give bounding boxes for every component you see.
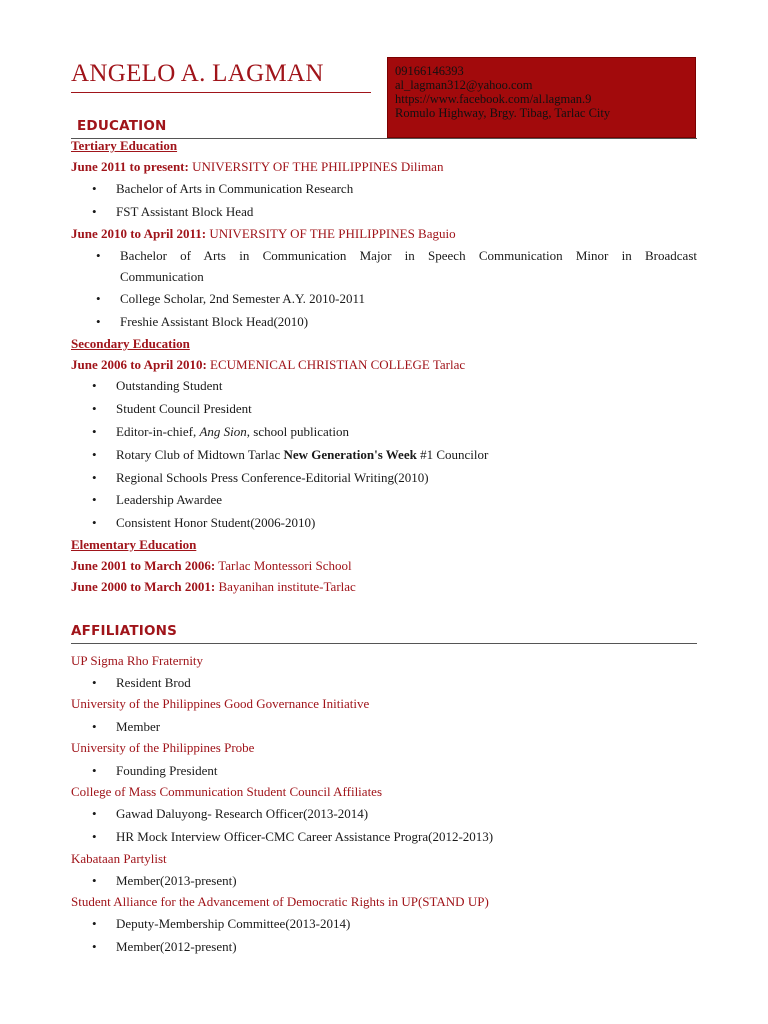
entry-school: Tarlac Montessori School (218, 558, 352, 573)
entry-school: UNIVERSITY OF THE PHILIPPINES Diliman (192, 159, 444, 174)
bullet-icon: • (92, 515, 97, 530)
entry-date: June 2011 to present: (71, 159, 189, 174)
entry-school: UNIVERSITY OF THE PHILIPPINES Baguio (209, 226, 456, 241)
bullet-icon: • (92, 401, 97, 416)
education-heading: EDUCATION (77, 118, 167, 134)
bullet-icon: • (92, 424, 97, 439)
contact-email: al_lagman312@yahoo.com (395, 78, 533, 92)
contact-facebook: https://www.facebook.com/al.lagman.9 (395, 92, 592, 106)
bullet-icon: • (92, 939, 97, 954)
contact-box (387, 57, 696, 138)
org-name: Kabataan Partylist (71, 851, 167, 866)
affiliations-heading: AFFILIATIONS (71, 623, 178, 639)
entry-school: ECUMENICAL CHRISTIAN COLLEGE Tarlac (210, 357, 466, 372)
contact-address: Romulo Highway, Brgy. Tibag, Tarlac City (395, 106, 611, 120)
entry-school: Bayanihan institute-Tarlac (218, 579, 356, 594)
org-name: Student Alliance for the Advancement of Democratic Rights in UP(STAND UP) (71, 894, 489, 909)
bullet-icon: • (92, 829, 97, 844)
bullet-icon: • (92, 916, 97, 931)
secondary-label: Secondary Education (71, 336, 190, 351)
org-name: University of the Philippines Probe (71, 740, 255, 755)
list-item-continuation: Communication (120, 269, 204, 284)
bullet-icon: • (92, 719, 97, 734)
entry-date: June 2010 to April 2011: (71, 226, 207, 241)
bullet-icon: • (92, 763, 97, 778)
secondary-entry-1 (71, 357, 465, 373)
bullet-icon: • (96, 291, 101, 306)
org-name: University of the Philippines Good Governance Initiative (71, 696, 370, 711)
elementary-label: Elementary Education (71, 537, 197, 552)
elementary-entry-2 (71, 579, 356, 595)
contact-phone: 09166146393 (395, 64, 464, 78)
bullet-icon: • (92, 470, 97, 485)
bullet-icon: • (92, 492, 97, 507)
entry-date: June 2001 to March 2006: (71, 558, 216, 573)
affiliations-rule (71, 643, 697, 644)
elementary-entry-1 (71, 558, 352, 574)
tertiary-label: Tertiary Education (71, 138, 178, 153)
resume-page: ANGELO A. LAGMAN 09166146393 al_lagman312@yahoo.com https://www.facebook.com/al.lagman.9 Romulo Highway, Brgy. Tibag, Tarlac City EDUCATION Tertiary Education June 2011 to present: UNIVERSITY OF THE PHILIPPINES Diliman • Bachelor of Arts in Communication Research • FST Assistant Block Head June 2010 to April 2011: UNIVERSITY OF THE PHILIPPINES Baguio • Bachelor of Arts in Communication Major in Speech Communication Minor in Broadcast Communication • College Scholar, 2nd Semester A.Y. 2010-2011 • Freshie Assistant Block Head(2010) Secondary Education June 2006 to April 2010: ECUMENICAL CHRISTIAN COLLEGE Tarlac • Outstanding Student • Student Council President • Editor-in-chief, Ang Sion, school publication • Rotary Club of Midtown Tarlac New Generation's Week #1 Councilor • Regional Schools Press Conference-Editorial Writing(2010) • Leadership Awardee • Consistent Honor Student(2006-2010) Elementary Education June 2001 to March 2006: Tarlac Montessori School June 2000 to March 2001: Bayanihan institute-Tarlac AFFILIATIONS UP Sigma Rho Fraternity • Resident Brod University of the Philippines Good Governance Initiative • Member University of the Philippines Probe • Founding President College of Mass Communication Student Council Affiliates • Gawad Daluyong- Research Officer(2013-2014) • HR Mock Interview Officer-CMC Career Assistance Progra(2012-2013) Kabataan Partylist • Member(2013-present) Student Alliance for the Advancement of Democratic Rights in UP(STAND UP) • Deputy-Membership Committee(2013-2014) • Member(2012-present) (0, 0, 768, 1024)
name-underline (71, 92, 371, 93)
bullet-icon: • (96, 314, 101, 329)
entry-date: June 2000 to March 2001: (71, 579, 216, 594)
org-name: College of Mass Communication Student Council Affiliates (71, 784, 383, 799)
bullet-icon: • (92, 447, 97, 462)
bullet-icon: • (96, 248, 101, 263)
bullet-icon: • (92, 675, 97, 690)
bullet-icon: • (92, 378, 97, 393)
entry-date: June 2006 to April 2010: (71, 357, 207, 372)
bullet-icon: • (92, 806, 97, 821)
bullet-icon: • (92, 873, 97, 888)
org-name: UP Sigma Rho Fraternity (71, 653, 204, 668)
bullet-icon: • (92, 204, 97, 219)
tertiary-entry-1 (71, 159, 443, 175)
candidate-name: ANGELO A. LAGMAN (71, 60, 324, 87)
bullet-icon: • (92, 181, 97, 196)
tertiary-entry-2 (71, 226, 456, 242)
